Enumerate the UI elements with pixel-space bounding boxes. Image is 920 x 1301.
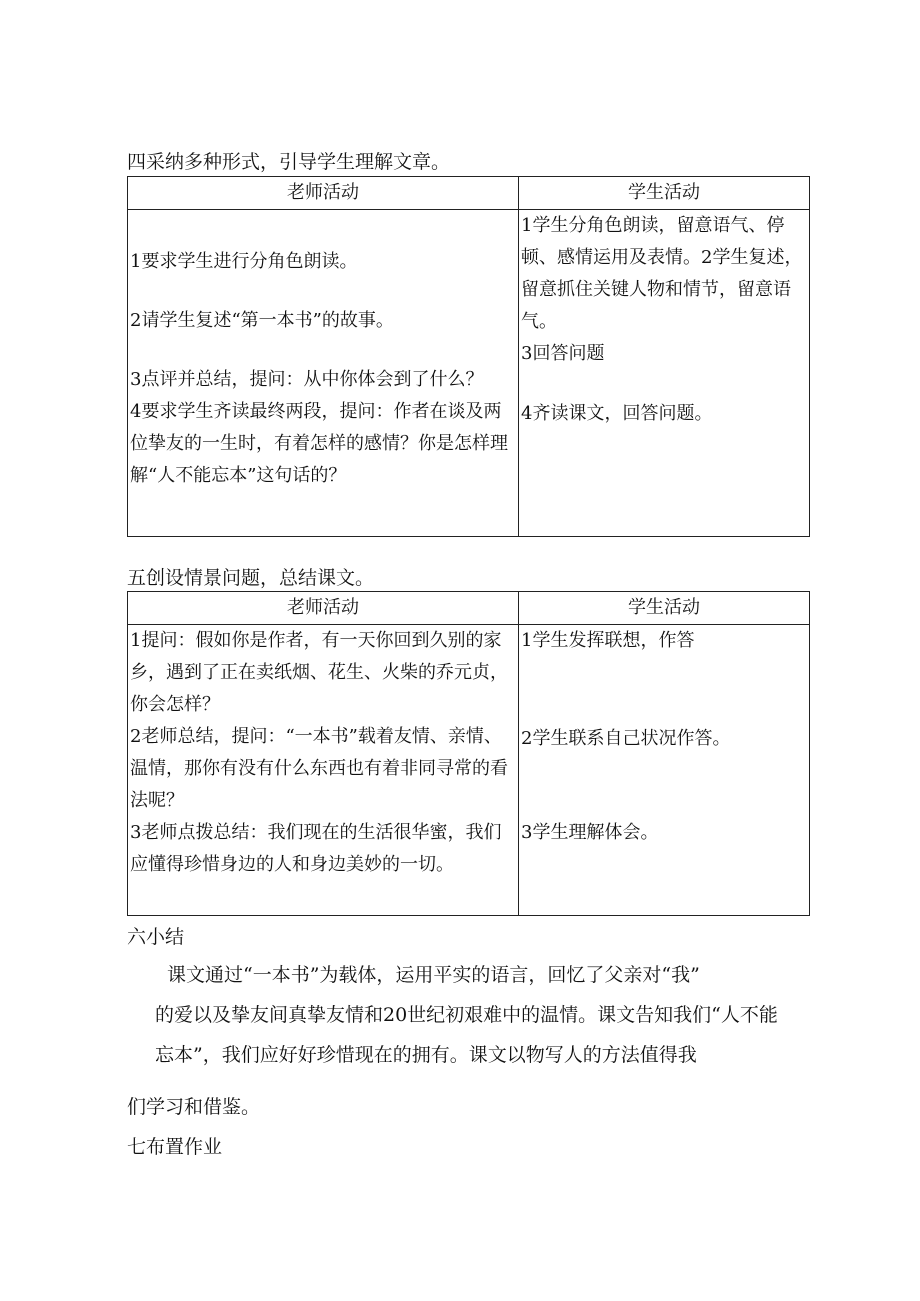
table-row xyxy=(128,210,810,537)
teacher-column-header: 老师活动 xyxy=(128,592,519,625)
section-5-heading: 五创设情景问题，总结课文。 xyxy=(127,567,375,589)
student-item: 4齐读课文，回答问题。 xyxy=(521,403,713,424)
summary-line: 的爱以及挚友间真挚友情和20世纪初艰难中的温情。课文告知我们“人不能忘本”，我们应好好珍惜现在的拥有。课文以物写人的方法值得我 xyxy=(155,1004,778,1066)
teacher-item: 3老师点拨总结：我们现在的生活很华蜜，我们应懂得珍惜身边的人和身边美妙的一切。 xyxy=(130,822,502,875)
student-item: 3回答问题 xyxy=(521,343,605,364)
student-item: 1学生分角色朗读，留意语气、停顿、感情运用及表情。2学生复述，留意抓住关键人物和情节，留意语气。 xyxy=(521,215,803,332)
teacher-item: 1提问：假如你是作者，有一天你回到久别的家乡，遇到了正在卖纸烟、花生、火柴的乔元贞，你会怎样？ xyxy=(130,630,508,715)
student-activity-cell xyxy=(519,210,810,537)
student-item: 2学生联系自己状况作答。 xyxy=(521,728,731,749)
teacher-item: 3点评并总结，提问：从中你体会到了什么？ xyxy=(130,369,484,390)
teacher-activity-cell xyxy=(128,625,519,916)
teacher-item: 4要求学生齐读最终两段，提问：作者在谈及两位挚友的一生时，有着怎样的感情？你是怎样理解“人不能忘本”这句话的？ xyxy=(130,401,508,486)
summary-paragraph xyxy=(127,955,795,1127)
summary-line: 们学习和借鉴。 xyxy=(127,1096,261,1118)
teacher-item: 2老师总结，提问：“一本书”载着友情、亲情、温情，那你有没有什么东西也有着非同寻常的看法呢？ xyxy=(130,726,508,811)
section-4-heading: 四采纳多种形式，引导学生理解文章。 xyxy=(127,151,451,173)
teacher-column-header: 老师活动 xyxy=(128,177,519,210)
table-header-row xyxy=(128,177,810,210)
section-5-table xyxy=(127,591,810,916)
student-column-header: 学生活动 xyxy=(519,177,810,210)
table-row xyxy=(128,625,810,916)
student-activity-cell xyxy=(519,625,810,916)
student-column-header: 学生活动 xyxy=(519,592,810,625)
teacher-activity-cell xyxy=(128,210,519,537)
student-item: 3学生理解体会。 xyxy=(521,822,659,843)
summary-line: 课文通过“一本书”为载体，运用平实的语言，回忆了父亲对“我” xyxy=(167,964,700,986)
table-header-row xyxy=(128,592,810,625)
section-7-heading: 七布置作业 xyxy=(127,1136,223,1158)
section-6-heading: 六小结 xyxy=(127,926,185,948)
teacher-item: 1要求学生进行分角色朗读。 xyxy=(130,251,358,272)
student-item: 1学生发挥联想，作答 xyxy=(521,630,695,651)
section-4-table xyxy=(127,176,810,537)
teacher-item: 2请学生复述“第一本书”的故事。 xyxy=(130,310,394,331)
